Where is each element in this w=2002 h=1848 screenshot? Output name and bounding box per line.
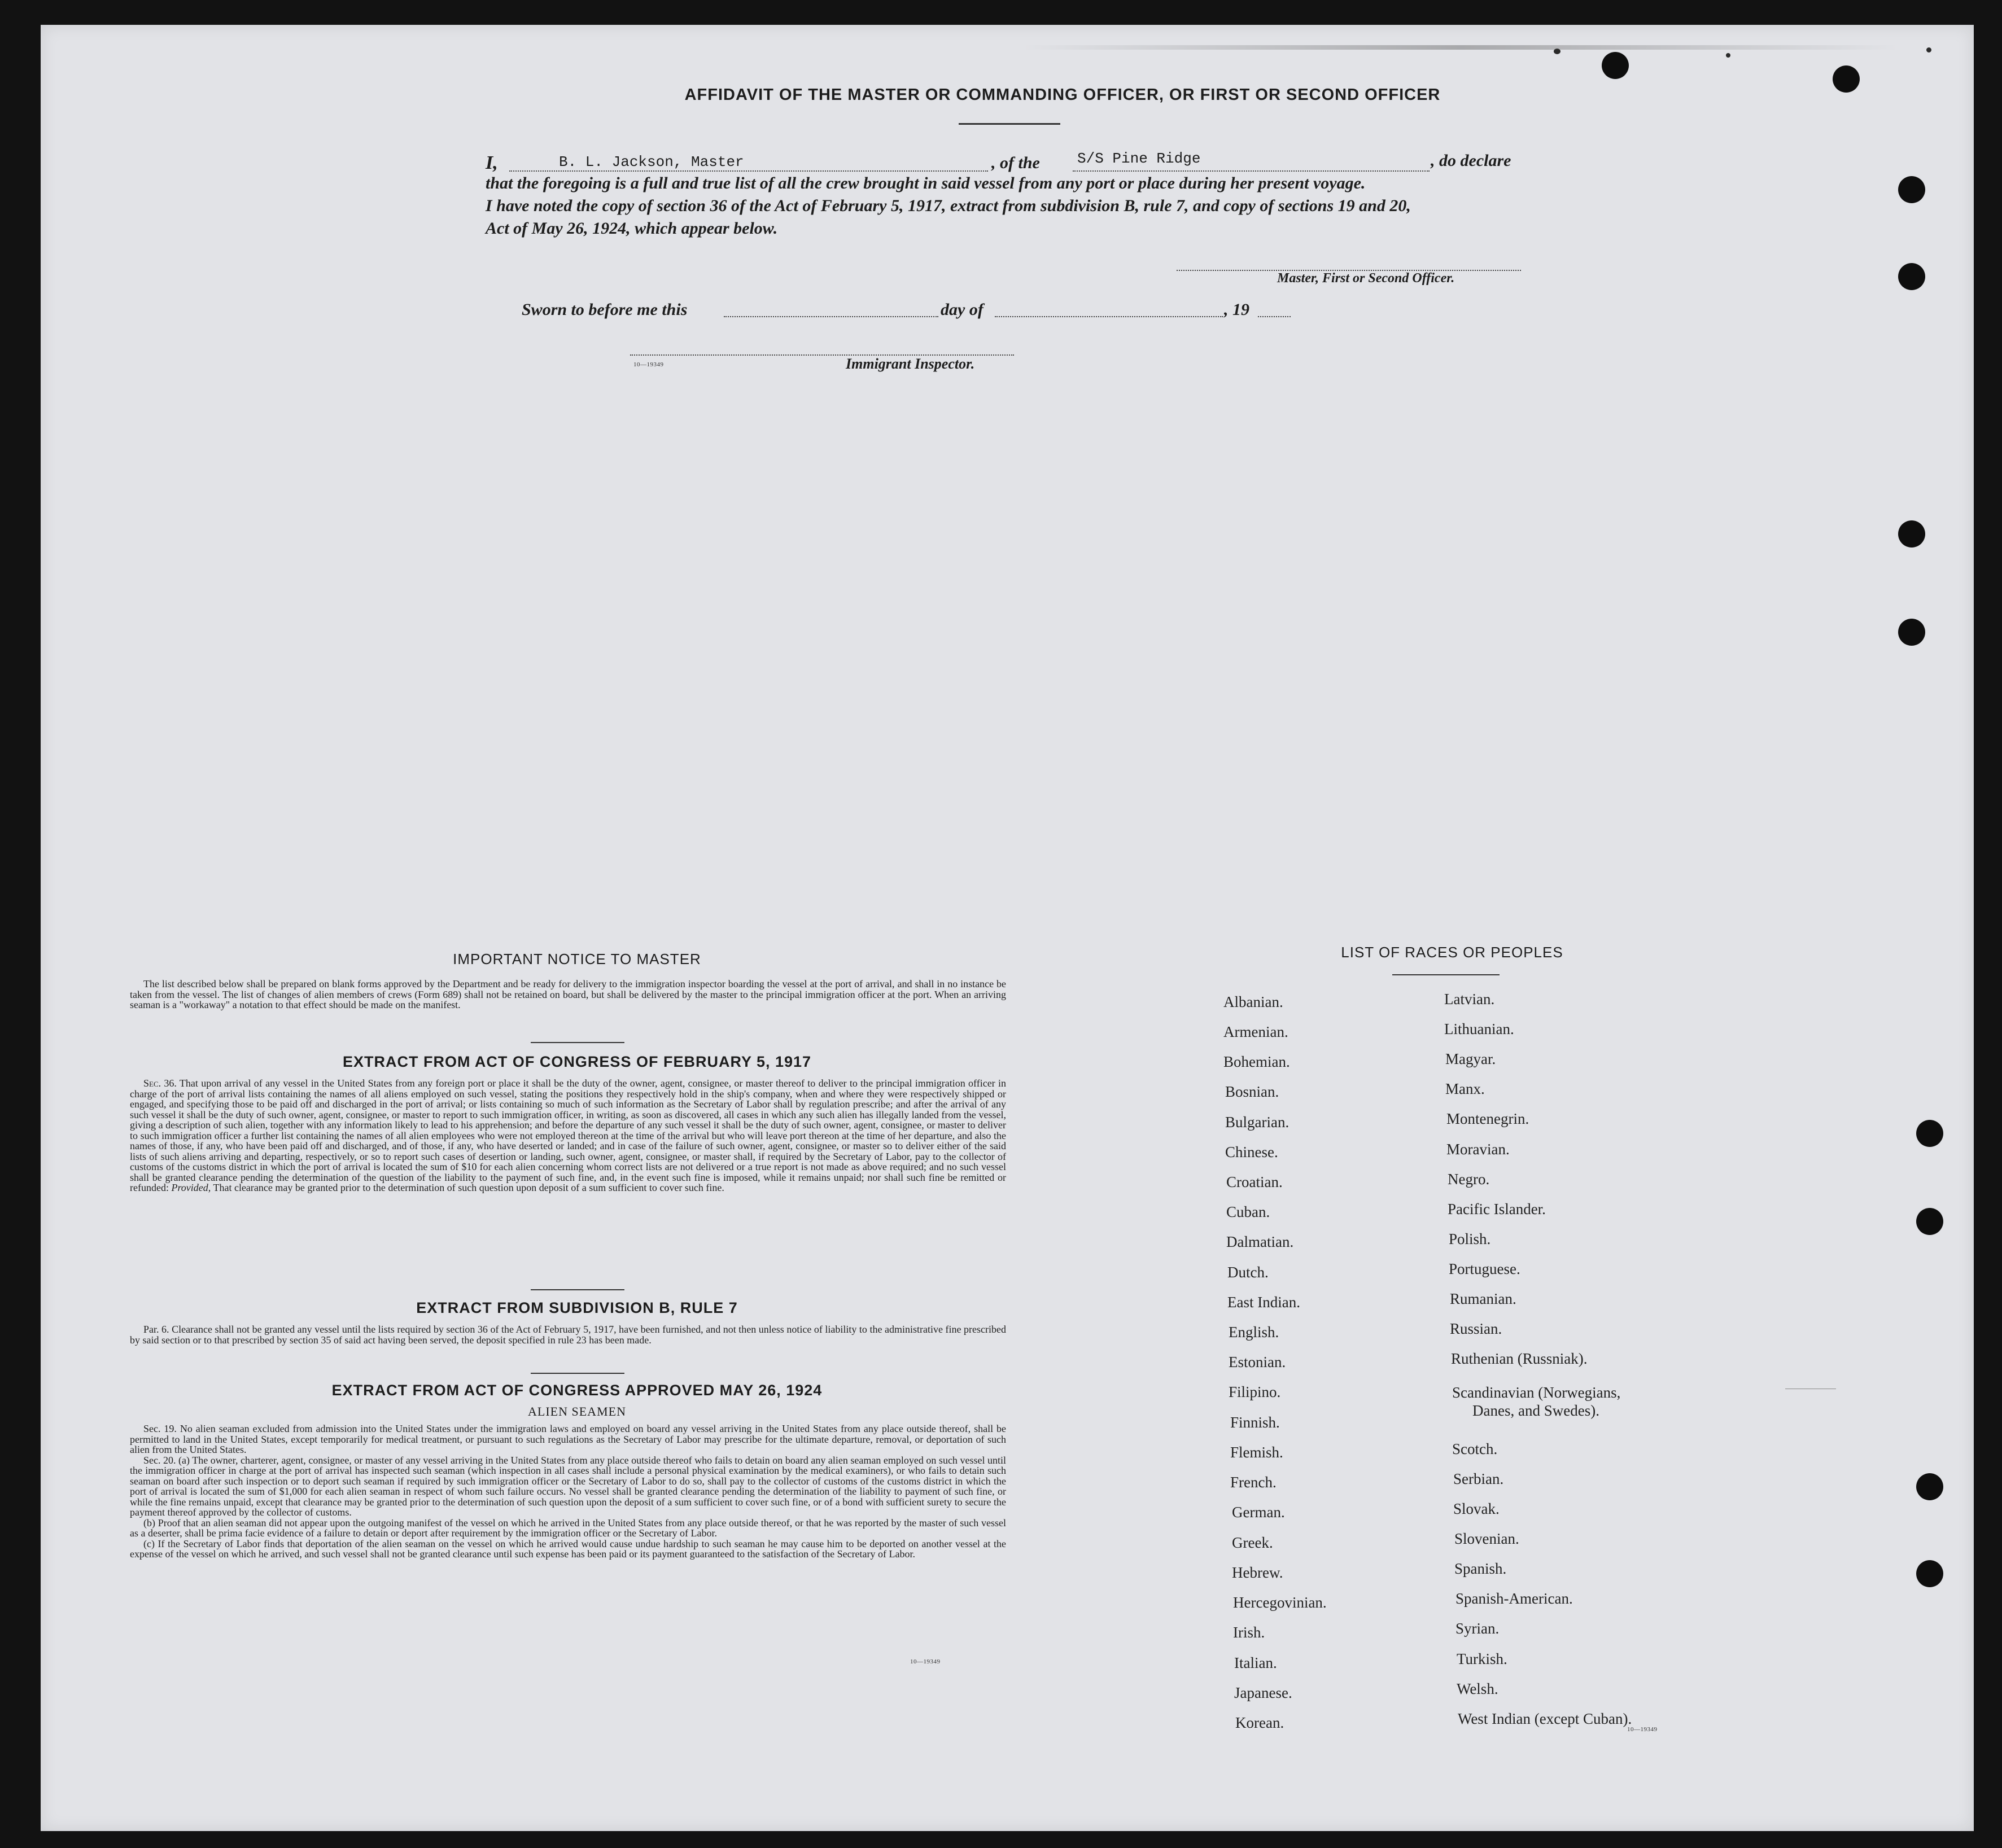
section-divider [531,1373,624,1374]
race-item: Japanese. [1234,1684,1292,1701]
title-divider [1392,974,1500,975]
race-item: Armenian. [1223,1023,1288,1040]
punch-hole [1916,1560,1943,1587]
proviso-text: That clearance may be granted prior to the determination of such question upon deposit of a sum sufficient to cover such fine. [213,1182,724,1193]
race-item: Moravian. [1446,1141,1510,1158]
ink-mark [1926,47,1931,52]
punch-hole [1602,52,1629,79]
race-item: Montenegrin. [1446,1110,1529,1127]
race-item: Negro. [1448,1171,1490,1188]
race-item: Finnish. [1230,1414,1280,1431]
race-item: Polish. [1449,1230,1491,1247]
sworn-day-line[interactable] [724,316,938,317]
race-item: Slovenian. [1454,1530,1519,1547]
race-item: East Indian. [1227,1294,1300,1311]
extract-1924-body [130,1424,1006,1560]
affidavit-i-label: I, [486,152,498,173]
race-item: Scandinavian (Norwegians, [1452,1384,1621,1401]
punch-hole [1898,520,1925,548]
race-item: English. [1229,1324,1279,1341]
race-item: Bosnian. [1225,1083,1279,1100]
punch-hole [1916,1120,1943,1147]
race-item: Korean. [1235,1714,1284,1731]
master-name-line [509,170,988,172]
extract-rule7-body: Par. 6. Clearance shall not be granted any vessel until the lists required by section 36 of the Act of February 5, 1917, have been furnished, and not then unless notice of liability to the administrative fine prescribed by said section or to that prescribed by section 35 of said act having been served, the deposit specified in rule 23 has been made. [130,1324,1006,1346]
extract-rule7-title: EXTRACT FROM SUBDIVISION B, RULE 7 [416,1299,738,1316]
race-item: Irish. [1233,1624,1265,1641]
race-item: Russian. [1450,1320,1502,1337]
race-item: Croatian. [1226,1173,1283,1190]
race-item: Bulgarian. [1225,1114,1290,1131]
ink-mark [1726,53,1730,58]
section-divider [531,1042,624,1043]
race-item: Lithuanian. [1444,1021,1514,1037]
race-item: French. [1230,1474,1277,1491]
race-item: Cuban. [1226,1203,1270,1220]
race-item: Hebrew. [1232,1564,1283,1581]
document-page [41,25,1974,1831]
section-divider [531,1289,624,1290]
extract-1924-subtitle: ALIEN SEAMEN [528,1404,626,1418]
vessel-name-line [1073,170,1430,172]
punch-hole [1898,619,1925,646]
scan-shadow [1023,45,1898,50]
race-item: Pacific Islander. [1448,1201,1546,1218]
day-of-label: day of [941,300,983,319]
race-item: Italian. [1234,1654,1277,1671]
inspector-caption: Immigrant Inspector. [846,356,975,372]
affidavit-title: AFFIDAVIT OF THE MASTER OR COMMANDING OFFICER, OR FIRST OR SECOND OFFICER [684,86,1441,104]
sworn-year-line[interactable] [1258,316,1291,317]
race-item: Rumanian. [1450,1290,1516,1307]
race-item: Portuguese. [1449,1260,1520,1277]
punch-hole [1898,263,1925,290]
extract-1917-title: EXTRACT FROM ACT OF CONGRESS OF FEBRUARY 5, 1917 [342,1053,812,1070]
declaration-line: I have noted the copy of section 36 of the Act of February 5, 1917, extract from subdivision B, rule 7, and copy of sections 19 and 20, [486,196,1411,215]
race-item: Dalmatian. [1226,1233,1294,1250]
extract-1924-title: EXTRACT FROM ACT OF CONGRESS APPROVED MAY 26, 1924 [331,1382,823,1399]
sec20a-text: Sec. 20. (a) The owner, charterer, agent, consignee, or master of any vessel arriving in the United States from any place outside thereof who fails to detain on board any alien seaman employed on such vessel until the immigration officer in charge at the port of arrival has inspected such seaman (which inspection in all cases shall include a personal physical examination by the medical examiners), or who fails to detain such seaman on board after such inspection or to deport such seaman if required by such immigration officer or the Secretary of Labor to do so, shall pay to the collector of customs of the customs district in which the port of arrival is located the sum of $1,000 for each alien seaman in respect of whom such failure occurs. No vessel shall be granted clearance pending the determination of the liability to payment of such fine, or while the fine remains unpaid, except that clearance may be granted prior to the determination of such question upon the deposit of a sum sufficient to cover such fine, or of a bond with sufficient surety to secure the payment thereof approved by the collector of customs. [130,1454,1006,1518]
race-item: Welsh. [1457,1680,1498,1697]
punch-hole [1833,65,1860,93]
declaration-line: that the foregoing is a full and true list of all the crew brought in said vessel from any port or place during her present voyage. [486,174,1366,192]
sworn-month-line[interactable] [995,316,1223,317]
race-item: Chinese. [1225,1144,1278,1161]
signature-caption: Master, First or Second Officer. [1277,271,1455,286]
race-item: Slovak. [1453,1500,1500,1517]
race-item: Albanian. [1223,993,1283,1010]
punch-hole [1898,176,1925,203]
race-item: Turkish. [1457,1650,1507,1667]
vessel-name-field[interactable]: S/S Pine Ridge [1077,150,1201,167]
race-item: Latvian. [1444,991,1495,1008]
title-divider [959,123,1060,125]
of-the-label: , of the [991,154,1040,172]
declaration-line: Act of May 26, 1924, which appear below. [486,219,778,238]
races-title: LIST OF RACES OR PEOPLES [1341,944,1563,961]
master-name-field[interactable]: B. L. Jackson, Master [559,154,744,170]
sec20b-text: (b) Proof that an alien seaman did not appear upon the outgoing manifest of the vessel on which he arrived in the United States from any place outside thereof, or that he was reported by the master of such vessel as a deserter, shall be prima facie evidence of a failure to detain or deport after requirement by the immigration officer or the Secretary of Labor. [130,1517,1006,1539]
race-item: Estonian. [1229,1354,1286,1370]
race-item: Spanish. [1454,1560,1507,1577]
sworn-label: Sworn to before me this [522,300,688,319]
race-item: Syrian. [1455,1620,1500,1637]
section-label: Sec. 36. [143,1078,177,1089]
race-item: Scotch. [1452,1440,1498,1457]
sec19-text: Sec. 19. No alien seaman excluded from admission into the United States under the immigration laws and employed on board any vessel arriving in the United States from any place outside thereof, shall be permitted to land in the United States, except temporarily for medical treatment, or pursuant to such regulations as the Secretary of Labor may prescribe for the ultimate departure, removal, or deportation of such alien from the United States. [130,1423,1006,1455]
punch-hole [1916,1208,1943,1235]
race-item: Magyar. [1445,1050,1496,1067]
form-number: 10—19349 [910,1658,941,1665]
notice-title: IMPORTANT NOTICE TO MASTER [453,951,701,967]
race-item: West Indian (except Cuban). [1458,1710,1632,1727]
race-item: Bohemian. [1223,1053,1290,1070]
race-item: Flemish. [1230,1444,1283,1461]
race-item: Greek. [1232,1534,1273,1551]
race-item: Spanish-American. [1455,1590,1573,1607]
proviso-label: Provided, [171,1182,211,1193]
sec20c-text: (c) If the Secretary of Labor finds that deportation of the alien seaman on the vessel on which he arrived would cause undue hardship to such seaman he may cause him to be deported on another vessel at the expense of the vessel on which he arrived, and such vessel shall not be granted clearance until such expense has been paid or its payment guaranteed to the satisfaction of the Secretary of Labor. [130,1538,1006,1560]
punch-hole [1916,1473,1943,1500]
race-item: Dutch. [1227,1264,1269,1281]
extract-1917-body [130,1078,1006,1193]
race-item: German. [1232,1504,1285,1521]
race-item: Filipino. [1229,1383,1281,1400]
race-item: Manx. [1445,1080,1485,1097]
do-declare-label: , do declare [1431,151,1511,170]
race-item: Danes, and Swedes). [1472,1402,1599,1419]
race-item: Serbian. [1453,1470,1504,1487]
year-label: , 19 [1224,300,1249,319]
notice-body: The list described below shall be prepared on blank forms approved by the Department and be ready for delivery to the immigration inspector boarding the vessel at the port of arrival, and shall in no instance be taken from the vessel. The list of changes of alien members of crews (Form 689) shall not be retained on board, but shall be delivered by the master to the principal immigration officer at the port. When an arriving seaman is a "workaway" a notation to that effect should be made on the manifest. [130,978,1006,1010]
form-number: 10—19349 [1627,1726,1658,1733]
race-item: Ruthenian (Russniak). [1451,1350,1588,1367]
form-number: 10—19349 [633,361,664,368]
section-text: That upon arrival of any vessel in the United States from any foreign port or place it shall be the duty of the owner, agent, consignee, or master thereof to deliver to the principal immigration officer in charge of the port of arrival lists containing the names of all aliens employed on such vessel, stating the positions they respectively hold in the ship's company, when and where they were respectively shipped or engaged, and specifying those to be paid off and discharged in the port of arrival; or lists containing so much of such information as the Secretary of Labor shall by regulation prescribe; and after the arrival of any such vessel it shall be the duty of such owner, agent, consignee, or master to report to such immigration officer, in writing, as soon as discovered, all cases in which any such alien has illegally landed from the vessel, giving a description of such alien, together with any information likely to lead to his apprehension; and before the departure of any such vessel it shall be the duty of such owner, agent, consignee, or master to deliver to such immigration officer a further list containing the names of all alien employees who were not employed thereon at the time of the arrival but who will leave port thereon at the time of her departure, and also the names of those, if any, who have been paid off and discharged, and of those, if any, who have deserted or landed; and in case of the failure of such owner, agent, consignee, or master so to deliver either of the said lists of such aliens arriving and departing, respectively, or so to report such cases of desertion or landing, such owner, agent, consignee, or master shall, if required by the Secretary of Labor, pay to the collector of customs of the customs district in which the port of arrival is located the sum of $10 for each alien concerning whom correct lists are not delivered or a true report is not made as above required; and no such vessel shall be granted clearance pending the determination of the question of the liability to the payment of such fine, and, in the event such fine is imposed, while it remains unpaid; nor shall such fine be remitted or refunded: [130,1078,1006,1193]
race-item: Hercegovinian. [1233,1594,1327,1611]
